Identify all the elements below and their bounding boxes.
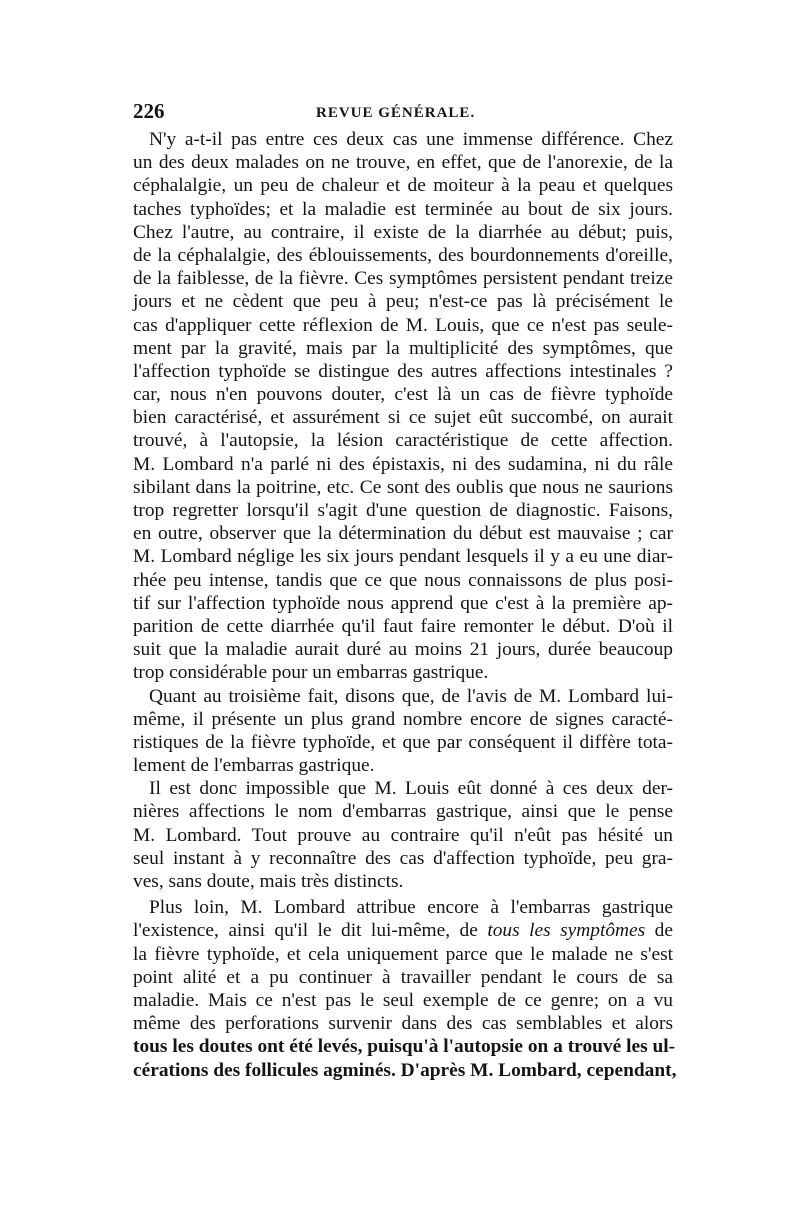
text-line: même des perforations survenir dans des cas semblables et alors [133, 1013, 673, 1035]
text-line: nières affections le nom d'embarras gastrique, ainsi que le pense [133, 801, 673, 823]
body-text [133, 128, 677, 1082]
text-line: taches typhoïdes; et la maladie est terminée au bout de six jours. [133, 198, 673, 220]
text-line: trop regretter lorsqu'il s'agit d'une question de diagnostic. Faisons, [133, 500, 673, 521]
text-line: ristiques de la fièvre typhoïde, et que par conséquent il diffère tota- [133, 731, 673, 753]
text-line: cérations des follicules agminés. D'après M. Lombard, cependant, [133, 1059, 677, 1081]
paragraph-1 [133, 128, 673, 685]
text-line: bien caractérisé, et assurément si ce sujet eût succombé, on aurait [133, 407, 673, 429]
text-line: un des deux malades on ne trouve, en effet, que de l'anorexie, de la [133, 152, 673, 174]
text-line: Quant au troisième fait, disons que, de l'avis de M. Lombard lui- [149, 685, 673, 707]
text-line: Chez l'autre, au contraire, il existe de la diarrhée au début; puis, [133, 221, 673, 243]
text-line: point alité et a pu continuer à travailler pendant le cours de sa [133, 966, 673, 988]
text-line: trop considérable pour un embarras gastrique. [133, 662, 489, 684]
running-title: REVUE GÉNÉRALE. [316, 105, 476, 121]
text-line: parition de cette diarrhée qu'il faut faire remonter le début. D'où il [133, 615, 673, 637]
paragraph-2 [133, 685, 673, 778]
text-line: ment par la gravité, mais par la multiplicité des symptômes, que [133, 337, 673, 359]
text-line: Plus loin, M. Lombard attribue encore à l'embarras gastrique [149, 897, 673, 919]
text-line: car, nous n'en pouvons douter, c'est là un cas de fièvre typhoïde [133, 384, 673, 406]
text-line: en outre, observer que la détermination du début est mauvaise ; car [133, 523, 673, 545]
text-line: suit que la maladie aurait duré au moins 21 jours, durée beaucoup [133, 639, 673, 661]
text-line: jours et ne cèdent que peu à peu; n'est-ce pas là précisément le [133, 291, 673, 313]
text-line: la fièvre typhoïde, et cela uniquement parce que le malade ne s'est [133, 943, 673, 965]
text-line: lement de l'embarras gastrique. [133, 755, 375, 777]
text-line: N'y a-t-il pas entre ces deux cas une immense différence. Chez [149, 129, 673, 150]
running-head [133, 96, 673, 126]
text-line: M. Lombard n'a parlé ni des épistaxis, ni des sudamina, ni du râle [133, 453, 673, 475]
text-line: ves, sans doute, mais très distincts. [133, 871, 404, 892]
text-line-with-emphasis [133, 919, 673, 942]
emphasis-text: tous les symptômes [487, 920, 646, 942]
text-line: même, il présente un plus grand nombre encore de signes caracté- [133, 708, 673, 730]
text-line: tif sur l'affection typhoïde nous apprend que c'est à la première ap- [133, 592, 673, 614]
text-line: Il est donc impossible que M. Louis eût donné à ces deux der- [149, 778, 673, 800]
line-suffix: de [645, 920, 673, 942]
text-line: rhée peu intense, tandis que ce que nous connaissons de plus posi- [133, 569, 673, 591]
text-line: l'affection typhoïde se distingue des autres affections intestinales ? [133, 360, 673, 382]
text-line: maladie. Mais ce n'est pas le seul exemple de ce genre; on a vu [133, 989, 673, 1011]
paragraph-3 [133, 777, 673, 893]
text-line: sibilant dans la poitrine, etc. Ce sont des oublis que nous ne saurions [133, 476, 673, 498]
line-prefix: l'existence, ainsi qu'il le dit lui-même, de [133, 920, 488, 942]
text-line: de la faiblesse, de la fièvre. Ces symptômes persistent pendant treize [133, 268, 673, 290]
text-line: seul instant à y reconnaître des cas d'affection typhoïde, peu gra- [133, 847, 673, 869]
paragraph-4 [133, 896, 677, 1082]
text-line: tous les doutes ont été levés, puisqu'à l'autopsie on a trouvé les ul- [133, 1036, 676, 1058]
page-number: 226 [133, 99, 165, 123]
text-line: M. Lombard néglige les six jours pendant lesquels il y a eu une diar- [133, 546, 673, 568]
text-line: M. Lombard. Tout prouve au contraire qu'il n'eût pas hésité un [133, 824, 673, 846]
text-line: cas d'appliquer cette réflexion de M. Louis, que ce n'est pas seule- [133, 314, 673, 336]
text-line: trouvé, à l'autopsie, la lésion caractéristique de cette affection. [133, 430, 673, 452]
text-line: de la céphalalgie, des éblouissements, des bourdonnements d'oreille, [133, 244, 673, 266]
text-line: céphalalgie, un peu de chaleur et de moiteur à la peau et quelques [133, 175, 673, 197]
